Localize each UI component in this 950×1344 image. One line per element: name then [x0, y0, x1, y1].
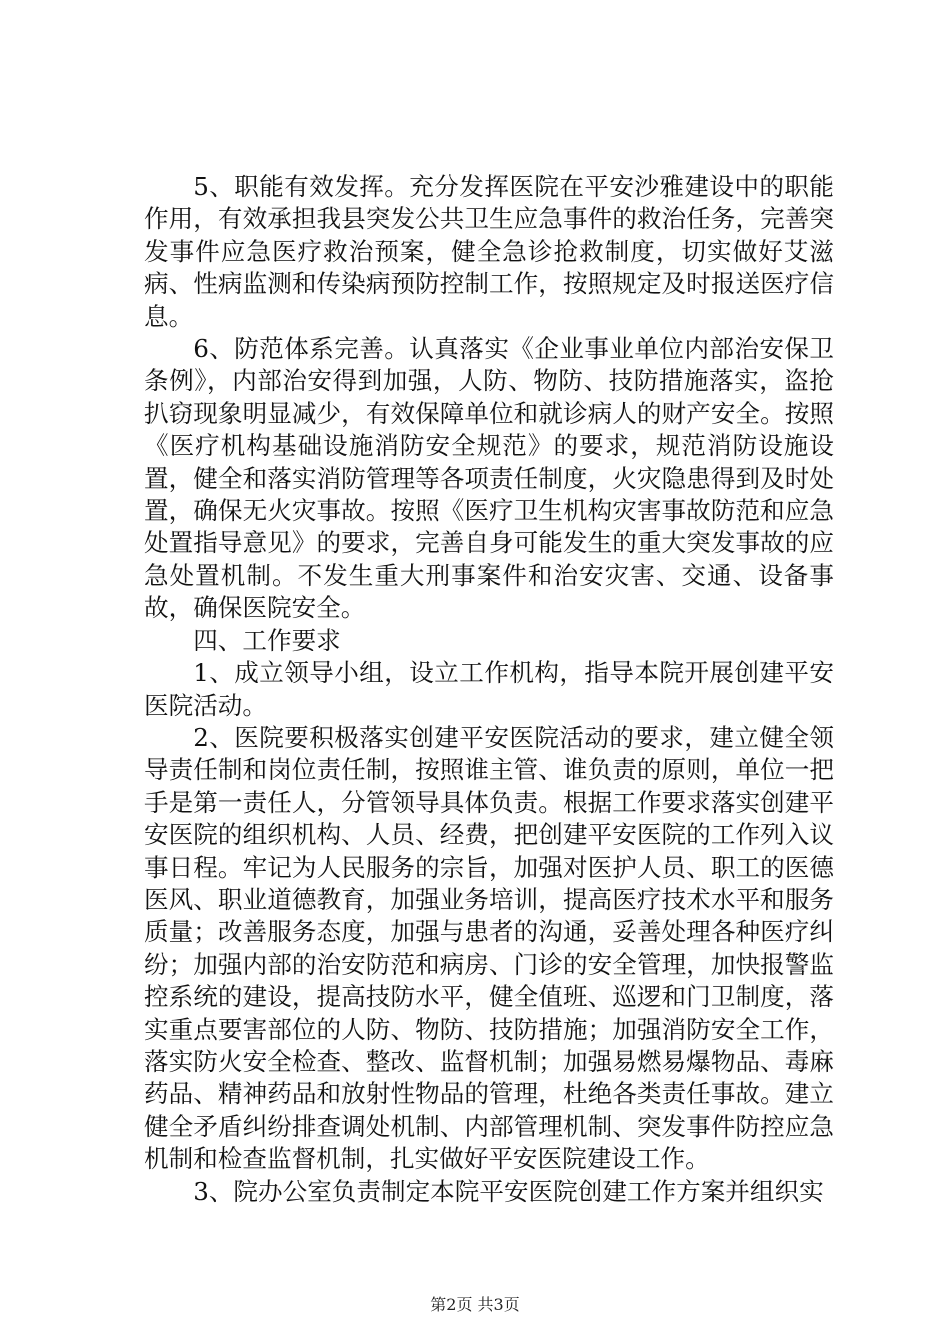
page-number-footer: 第2页 共3页: [430, 1295, 520, 1314]
paragraph-item-5: 5、职能有效发挥。充分发挥医院在平安沙雅建设中的职能作用，有效承担我县突发公共卫生应急事件的救治任务，完善突发事件应急医疗救治预案，健全急诊抢救制度，切实做好艾滋病、性病监测和传染病预防控制工作，按照规定及时报送医疗信息。: [144, 172, 834, 331]
document-body: [144, 171, 834, 1208]
paragraph-item-6: 6、防范体系完善。认真落实《企业事业单位内部治安保卫条例》，内部治安得到加强，人防、物防、技防措施落实，盗抢扒窃现象明显减少，有效保障单位和就诊病人的财产安全。按照《医疗机构基础设施消防安全规范》的要求，规范消防设施设置，健全和落实消防管理等各项责任制度，火灾隐患得到及时处置，确保无火灾事故。按照《医疗卫生机构灾害事故防范和应急处置指导意见》的要求，完善自身可能发生的重大突发事故的应急处置机制。不发生重大刑事案件和治安灾害、交通、设备事故，确保医院安全。: [144, 334, 834, 623]
paragraph-requirement-3: 3、院办公室负责制定本院平安医院创建工作方案并组织实: [193, 1176, 824, 1206]
paragraph-requirement-2: 2、医院要积极落实创建平安医院活动的要求，建立健全领导责任制和岗位责任制，按照谁主管、谁负责的原则，单位一把手是第一责任人，分管领导具体负责。根据工作要求落实创建平安医院的组织机构、人员、经费，把创建平安医院的工作列入议事日程。牢记为人民服务的宗旨，加强对医护人员、职工的医德医风、职业道德教育，加强业务培训，提高医疗技术水平和服务质量；改善服务态度，加强与患者的沟通，妥善处理各种医疗纠纷；加强内部的治安防范和病房、门诊的安全管理，加快报警监控系统的建设，提高技防水平，健全值班、巡逻和门卫制度，落实重点要害部位的人防、物防、技防措施；加强消防安全工作，落实防火安全检查、整改、监督机制；加强易燃易爆物品、毒麻药品、精神药品和放射性物品的管理，杜绝各类责任事故。建立健全矛盾纠纷排查调处机制、内部管理机制、突发事件防控应急机制和检查监督机制，扎实做好平安医院建设工作。: [144, 722, 834, 1174]
paragraph-requirement-1: 1、成立领导小组，设立工作机构，指导本院开展创建平安医院活动。: [144, 658, 834, 720]
section-heading-work-requirements: 四、工作要求: [193, 625, 341, 655]
